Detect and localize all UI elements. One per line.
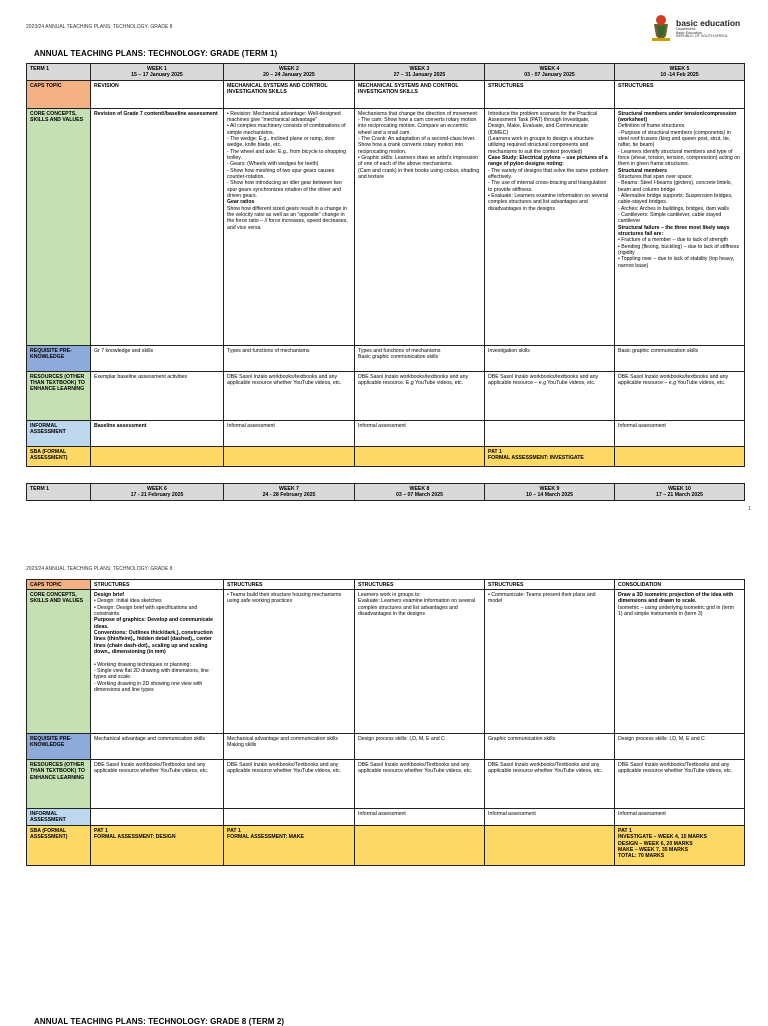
cell-text-line: 1) and simple instruments in (term 3)	[618, 610, 703, 617]
cell-text-line: (Learners work in groups to design a structure utilizing required structural components and mechanisms to suit the context provided)	[488, 135, 594, 155]
sba-cell	[615, 447, 745, 467]
cell-text-line: Show how different sized gears result in a change in the velocity ratio as well as an "opposite" change in the force ratio – // force increases, speed decreases, and vice versa	[227, 205, 348, 231]
core-cell	[224, 109, 355, 346]
cell-text-line: INVESTIGATION SKILLS	[358, 88, 418, 95]
inf-cell	[355, 421, 485, 447]
cell-text-line: • Working drawing techniques or planning:	[94, 661, 191, 668]
cell-text-line: - Single view flat 2D drawing with dimensions, line types and scale.	[94, 667, 209, 681]
sba-cell	[224, 826, 355, 866]
inf-cell	[485, 809, 615, 826]
cell-text-line: FORMAL ASSESSMENT: MAKE	[227, 834, 304, 841]
term1-plan-table-page2	[26, 579, 745, 866]
core-cell	[355, 109, 485, 346]
inf-cell	[355, 809, 485, 826]
week-header: WEEK 8 03 – 07 March 2025	[355, 484, 485, 501]
cell-text-line: - Purpose of structural members (components) in steel roof trusses (king and queen post, strut, tie, rafter, tie beam)	[618, 129, 731, 149]
cell-text-line: • Fracture of a member – due to lack of strength	[618, 237, 728, 244]
core-cell	[91, 109, 224, 346]
cell-text-line: PAT 1	[227, 827, 241, 834]
cell-text-line: MECHANICAL SYSTEMS AND CONTROL	[227, 82, 328, 89]
cell-text-line: - Cantilevers: Simple cantilever, cable stayed cantilever	[618, 212, 722, 225]
dbe-logo	[650, 14, 740, 44]
inf-cell	[615, 809, 745, 826]
cell-text-line: - Learners identify structural members and type of force (shear, torsion, tension, compression) acting on them in given frame structures.	[618, 148, 740, 168]
cell-text-line: • Design: Initial idea sketches	[94, 598, 162, 605]
cell-text-line: (IDMEC)	[488, 129, 509, 136]
cell-text-line: - Show how meshing of two spur gears causes counter-rotation.	[227, 167, 335, 180]
cell-text-line: STRUCTURES	[618, 82, 654, 89]
caps-cell	[355, 580, 485, 590]
cell-text-line: - The variety of designs that solve the same problem effectively.	[488, 167, 609, 180]
sba-cell	[485, 447, 615, 467]
cell-text-line: Draw a 3D isometric projection of the idea with dimensions and drawn to scale.	[618, 591, 734, 605]
caps-topic-row	[27, 580, 745, 590]
row-label-sba: SBA (FORMAL ASSESSMENT)	[27, 447, 91, 467]
cell-text-line: Types and functions of mechanisms	[358, 347, 441, 354]
cell-text-line: Informal assessment	[358, 422, 406, 429]
cell-text-line: Isometric – using underlying isometric grid in (term	[618, 604, 734, 611]
res-cell	[224, 372, 355, 421]
cell-text-line: MECHANICAL SYSTEMS AND CONTROL	[358, 82, 459, 89]
cell-text-line: Evaluate: Learners examine information on several complex structures and list advantages and disadvantages in the designs	[358, 598, 476, 617]
row-label-core-concepts: CORE CONCEPTS, SKILLS AND VALUES	[27, 590, 91, 734]
cell-text-line	[94, 811, 220, 817]
req-cell	[615, 734, 745, 760]
row-label-requisite-knowledge: REQUISITE PRE-KNOWLEDGE	[27, 734, 91, 760]
res-cell	[355, 372, 485, 421]
term-label: TERM 1	[27, 64, 91, 81]
week-header-row	[27, 484, 745, 501]
cell-text-line: DBE Sasol Inzalo workbooks/Textbooks and any applicable resource whether YouTube videos, etc.	[618, 761, 733, 775]
cell-text-line: Informal assessment	[488, 810, 536, 817]
inf-cell	[485, 421, 615, 447]
sba-cell	[91, 826, 224, 866]
inf-cell	[91, 809, 224, 826]
res-cell	[91, 760, 224, 809]
cell-text-line: STRUCTURES	[358, 581, 394, 588]
res-cell	[91, 372, 224, 421]
sba-cell	[224, 447, 355, 467]
sba-row	[27, 826, 745, 866]
sba-cell	[615, 826, 745, 866]
cell-text-line: Purpose of graphics: Develop and communicate ideas.	[94, 617, 214, 630]
cell-text-line: Structures that span over space:	[618, 173, 693, 180]
cell-text-line: Design process skills: I,D, M, E and C	[358, 735, 445, 742]
res-cell	[615, 372, 745, 421]
cell-text-line: Informal assessment	[618, 810, 666, 817]
cell-text-line: DBE Sasol Inzalo workbooks/textbooks and any applicable resource – e.g YouTube videos, etc.	[488, 373, 599, 386]
week-header: WEEK 10 17 – 21 March 2025	[615, 484, 745, 501]
core-cell	[355, 590, 485, 734]
req-cell	[91, 346, 224, 372]
core-concepts-row	[27, 109, 745, 346]
core-cell	[485, 590, 615, 734]
sba-cell	[91, 447, 224, 467]
sba-cell	[355, 447, 485, 467]
cell-text-line: DBE Sasol Inzalo workbooks/textbooks and any applicable resource. E.g YouTube videos, etc.	[358, 373, 469, 386]
cell-text-line: - Show how introducing an idler gear between two spur gears synchronizes rotation of the driver and driven gears.	[227, 180, 342, 199]
cell-text-line: DBE Sasol Inzalo workbooks/Textbooks and any applicable resource whether YouTube videos, etc.	[488, 761, 603, 775]
row-label-core-concepts: CORE CONCEPTS, SKILLS AND VALUES	[27, 109, 91, 346]
cell-text-line: • Teams build their structure housing mechanisms using safe working practices	[227, 591, 342, 605]
cell-text-line: • Bending (flexing, buckling) – due to lack of stiffness (rigidity	[618, 243, 740, 257]
cell-text-line: - Working drawing in 2D showing one view with dimensions and line types	[94, 680, 203, 693]
cell-text-line: DBE Sasol Inzalo workbooks/textbooks and any applicable resource whether YouTube videos, etc.	[227, 373, 342, 386]
cell-text-line: Exemplar baseline assessment activities	[94, 373, 188, 380]
cell-text-line: Mechanical advantage and communication skills	[227, 735, 339, 742]
cell-text-line	[227, 811, 351, 817]
cell-text-line: INVESTIGATION SKILLS	[227, 88, 287, 95]
logo-sub-line1: Department:	[676, 26, 696, 31]
res-cell	[485, 760, 615, 809]
cell-text-line	[488, 828, 611, 834]
cell-text-line: Design, Make, Evaluate, and Communicate	[488, 123, 588, 130]
resources-row	[27, 760, 745, 809]
res-cell	[485, 372, 615, 421]
row-label-requisite-knowledge: REQUISITE PRE-KNOWLEDGE	[27, 346, 91, 372]
cell-text-line: Definition of frame structures	[618, 123, 685, 130]
row-label-caps-topic: CAPS TOPIC	[27, 81, 91, 109]
caps-cell	[485, 580, 615, 590]
req-cell	[91, 734, 224, 760]
cell-text-line: Informal assessment	[227, 422, 275, 429]
cell-text-line: Introduce the problem scenario for the Practical	[488, 110, 597, 117]
page-title: ANNUAL TEACHING PLANS: TECHNOLOGY: GRADE (TERM 1)	[34, 49, 278, 58]
cell-text-line: - The cam: Show how a cam converts rotary motion into reciprocating motion. Compare an eccentric wheel and a snail cam.	[358, 116, 477, 136]
req-cell	[485, 346, 615, 372]
page-number: 1	[748, 506, 751, 512]
cell-text-line: Structural failure – the three most likely ways structures fail are:	[618, 224, 730, 238]
cell-text-line: Basic graphic communication skills	[618, 347, 699, 354]
cell-text-line: Gr 7 knowledge and skills	[94, 347, 154, 354]
cell-text-line	[358, 828, 481, 834]
req-cell	[485, 734, 615, 760]
res-cell	[224, 760, 355, 809]
cell-text-line: Investigation skills	[488, 347, 530, 354]
cell-text-line: Structural members	[618, 167, 668, 174]
requisite-knowledge-row	[27, 346, 745, 372]
cell-text-line: CONSOLIDATION	[618, 581, 662, 588]
term-label: TERM 1	[27, 484, 91, 501]
res-cell	[355, 760, 485, 809]
inf-cell	[91, 421, 224, 447]
cell-text-line: FORMAL ASSESSMENT: DESIGN	[94, 834, 176, 841]
cell-text-line: Gear ratios	[227, 199, 255, 206]
logo-sub-line3: REPUBLIC OF SOUTH AFRICA	[676, 34, 728, 39]
informal-assessment-row	[27, 809, 745, 826]
term1-plan-table	[26, 63, 745, 467]
inf-cell	[224, 809, 355, 826]
inf-cell	[615, 421, 745, 447]
cell-text-line: - Arches: Arches in buildings, bridges, dam walls	[618, 205, 730, 212]
cell-text-line: Informal assessment	[618, 422, 666, 429]
week-header: WEEK 3 27 – 31 January 2025	[355, 64, 485, 81]
cell-text-line: - Beams: Steel I-beams (girders), concrete lintels, beam and column bridge	[618, 180, 732, 193]
sba-row	[27, 447, 745, 467]
cell-text-line: STRUCTURES	[94, 581, 130, 588]
cell-text-line: DBE Sasol Inzalo workbooks/Textbooks and any applicable resource whether YouTube videos, etc.	[358, 761, 473, 775]
inf-cell	[224, 421, 355, 447]
row-label-resources: RESOURCES (OTHER THAN TEXTBOOK) TO ENHANCE LEARNING	[27, 372, 91, 421]
cell-text-line: FORMAL ASSESSMENT: INVESTIGATE	[488, 454, 584, 461]
cell-text-line: Design process skills: I,D, M, E and C	[618, 735, 705, 742]
informal-assessment-row	[27, 421, 745, 447]
sba-cell	[485, 826, 615, 866]
cell-text-line: DBE Sasol Inzalo workbooks/Textbooks and any applicable resource whether YouTube videos, etc.	[227, 761, 342, 775]
cell-text-line: (Cam and crank) in their books using colour, shading and texture	[358, 167, 480, 180]
caps-cell	[615, 580, 745, 590]
cell-text-line: DBE Sasol Inzalo workbooks/textbooks and any applicable resource – e.g YouTube videos, etc.	[618, 373, 729, 386]
cell-text-line: PAT 1	[94, 827, 108, 834]
cell-text-line: • All complex machinery consists of combinations of simple mechanisms.	[227, 123, 346, 136]
cell-text-line	[358, 449, 481, 455]
week-header: WEEK 6 17 - 21 February 2025	[91, 484, 224, 501]
cell-text-line: Design brief	[94, 591, 124, 598]
cell-text-line: • Revision: Mechanical advantage: Well-designed machines give "mechanical advantage"	[227, 110, 341, 123]
cell-text-line: (worksheet)	[618, 116, 648, 123]
cell-text-line: STRUCTURES	[488, 82, 524, 89]
cell-text-line: Graphic communication skills	[488, 735, 556, 742]
cell-text-line: PAT 1	[488, 448, 502, 455]
next-page-title: ANNUAL TEACHING PLANS: TECHNOLOGY: GRADE 8 (TERM 2)	[34, 1017, 285, 1026]
term1-plan-table-continued	[26, 483, 745, 501]
row-label-informal-assessment: INFORMAL ASSESSMENT	[27, 421, 91, 447]
cell-text-line: Informal assessment	[358, 810, 406, 817]
week-header: WEEK 4 03 - 07 January 2025	[485, 64, 615, 81]
cell-text-line: • Evaluate: Learners examine information on several complex structures and list advantages and disadvantages in the designs	[488, 192, 609, 212]
cell-text-line: Mechanisms that change the direction of movement:	[358, 110, 479, 117]
row-label-caps-topic: CAPS TOPIC	[27, 580, 91, 590]
coat-of-arms-icon	[650, 14, 672, 44]
req-cell	[355, 346, 485, 372]
cell-text-line: STRUCTURES	[488, 581, 524, 588]
week-header: WEEK 7 24 - 28 February 2025	[224, 484, 355, 501]
week-header: WEEK 9 10 – 14 March 2025	[485, 484, 615, 501]
cell-text-line: MAKE – WEEK 7, 35 MARKS	[618, 846, 689, 853]
caps-cell	[355, 81, 485, 109]
requisite-knowledge-row	[27, 734, 745, 760]
cell-text-line: Basic graphic communication skills	[358, 353, 439, 360]
cell-text-line: DBE Sasol Inzalo workbooks/Textbooks and any applicable resource whether YouTube videos, etc.	[94, 761, 209, 775]
row-label-informal-assessment: INFORMAL ASSESSMENT	[27, 809, 91, 826]
caps-cell	[224, 580, 355, 590]
cell-text-line: INVESTIGATE – WEEK 4, 15 MARKS	[618, 834, 707, 841]
cell-text-line: - The wedge: E.g., inclined plane or ramp, door wedge, knife blade, etc.	[227, 135, 336, 149]
caps-cell	[91, 81, 224, 109]
core-cell	[224, 590, 355, 734]
res-cell	[615, 760, 745, 809]
cell-text-line: STRUCTURES	[227, 581, 263, 588]
week-header-row	[27, 64, 745, 81]
cell-text-line: Making skills	[227, 742, 257, 749]
cell-text-line: • Graphic skills: Learners draw an artist's impression of one of each of the above mechanisms.	[358, 154, 479, 168]
cell-text-line: Types and functions of mechanisms	[227, 347, 310, 354]
cell-text-line: - The wheel and axle: E.g., from bicycle to shopping trolley.	[227, 148, 346, 161]
cell-text-line: Structural members under tension/compression	[618, 110, 737, 117]
cell-text-line: Conventions: Outlines thick/dark,), construction lines (thin/feint),, hidden detail (dashed),, center lines (chain dash-dot),, scaling up and scaling down,, dimensioning (in mm)	[94, 629, 213, 655]
core-concepts-row	[27, 590, 745, 734]
cell-text-line: Learners work in groups to:	[358, 591, 421, 598]
caps-topic-row	[27, 81, 745, 109]
sba-cell	[355, 826, 485, 866]
logo-main-text: basic education	[676, 17, 741, 28]
core-cell	[615, 590, 745, 734]
cell-text-line: Baseline assessment	[94, 422, 147, 429]
week-header: WEEK 2 20 – 24 January 2025	[224, 64, 355, 81]
row-label-resources: RESOURCES (OTHER THAN TEXTBOOK) TO ENHANCE LEARNING	[27, 760, 91, 809]
cell-text-line: • Toppling over – due to lack of stability (top heavy, narrow base)	[618, 256, 735, 269]
week-header: WEEK 5 10 -14 Feb 2025	[615, 64, 745, 81]
cell-text-line	[488, 423, 611, 429]
cell-text-line: • Design: Design brief with specifications and constraints	[94, 604, 198, 617]
row-label-sba: SBA (FORMAL ASSESSMENT)	[27, 826, 91, 866]
week-header: WEEK 1 15 – 17 January 2025	[91, 64, 224, 81]
caps-cell	[224, 81, 355, 109]
cell-text-line: Assessment Task (PAT) through Investigate,	[488, 116, 590, 123]
core-cell	[485, 109, 615, 346]
logo-sub-line2: Basic Education	[676, 30, 702, 35]
resources-row	[27, 372, 745, 421]
cell-text-line: Mechanical advantage and communication skills	[94, 735, 206, 742]
cell-text-line: TOTAL: 70 MARKS	[618, 853, 665, 860]
cell-text-line: Revision of Grade 7 content//baseline assessment	[94, 110, 218, 117]
cell-text-line: DESIGN – WEEK 6, 20 MARKS	[618, 840, 693, 847]
page-header-text: 2023/24 ANNUAL TEACHING PLANS: TECHNOLOGY: GRADE 8	[26, 566, 173, 572]
req-cell	[615, 346, 745, 372]
req-cell	[224, 734, 355, 760]
cell-text-line: PAT 1	[618, 827, 632, 834]
req-cell	[224, 346, 355, 372]
cell-text-line	[618, 449, 741, 455]
cell-text-line: - Alternative bridge supports: Suspension bridges, cable-stayed bridges.	[618, 192, 733, 206]
cell-text-line: REVISION	[94, 82, 119, 89]
cell-text-line: - Gears: (Wheels with wedges for teeth)	[227, 161, 319, 168]
caps-cell	[91, 580, 224, 590]
core-cell	[91, 590, 224, 734]
core-cell	[615, 109, 745, 346]
cell-text-line: - The Crank: An adaptation of a second-class lever. Show how a crank converts rotary motion into reciprocating motion.	[358, 135, 476, 155]
req-cell	[355, 734, 485, 760]
cell-text-line: • Communicate: Teams present their plans and model	[488, 591, 596, 605]
cell-text-line: Case Study: Electrical pylons – use pictures of a range of pylon designs noting:	[488, 154, 608, 168]
page-header-text: 2023/24 ANNUAL TEACHING PLANS: TECHNOLOGY: GRADE 8	[26, 24, 173, 30]
cell-text-line: - The use of internal cross-bracing and triangulation to provide stiffness.	[488, 180, 607, 193]
cell-text-line	[227, 449, 351, 455]
caps-cell	[615, 81, 745, 109]
caps-cell	[485, 81, 615, 109]
cell-text-line	[94, 449, 220, 455]
